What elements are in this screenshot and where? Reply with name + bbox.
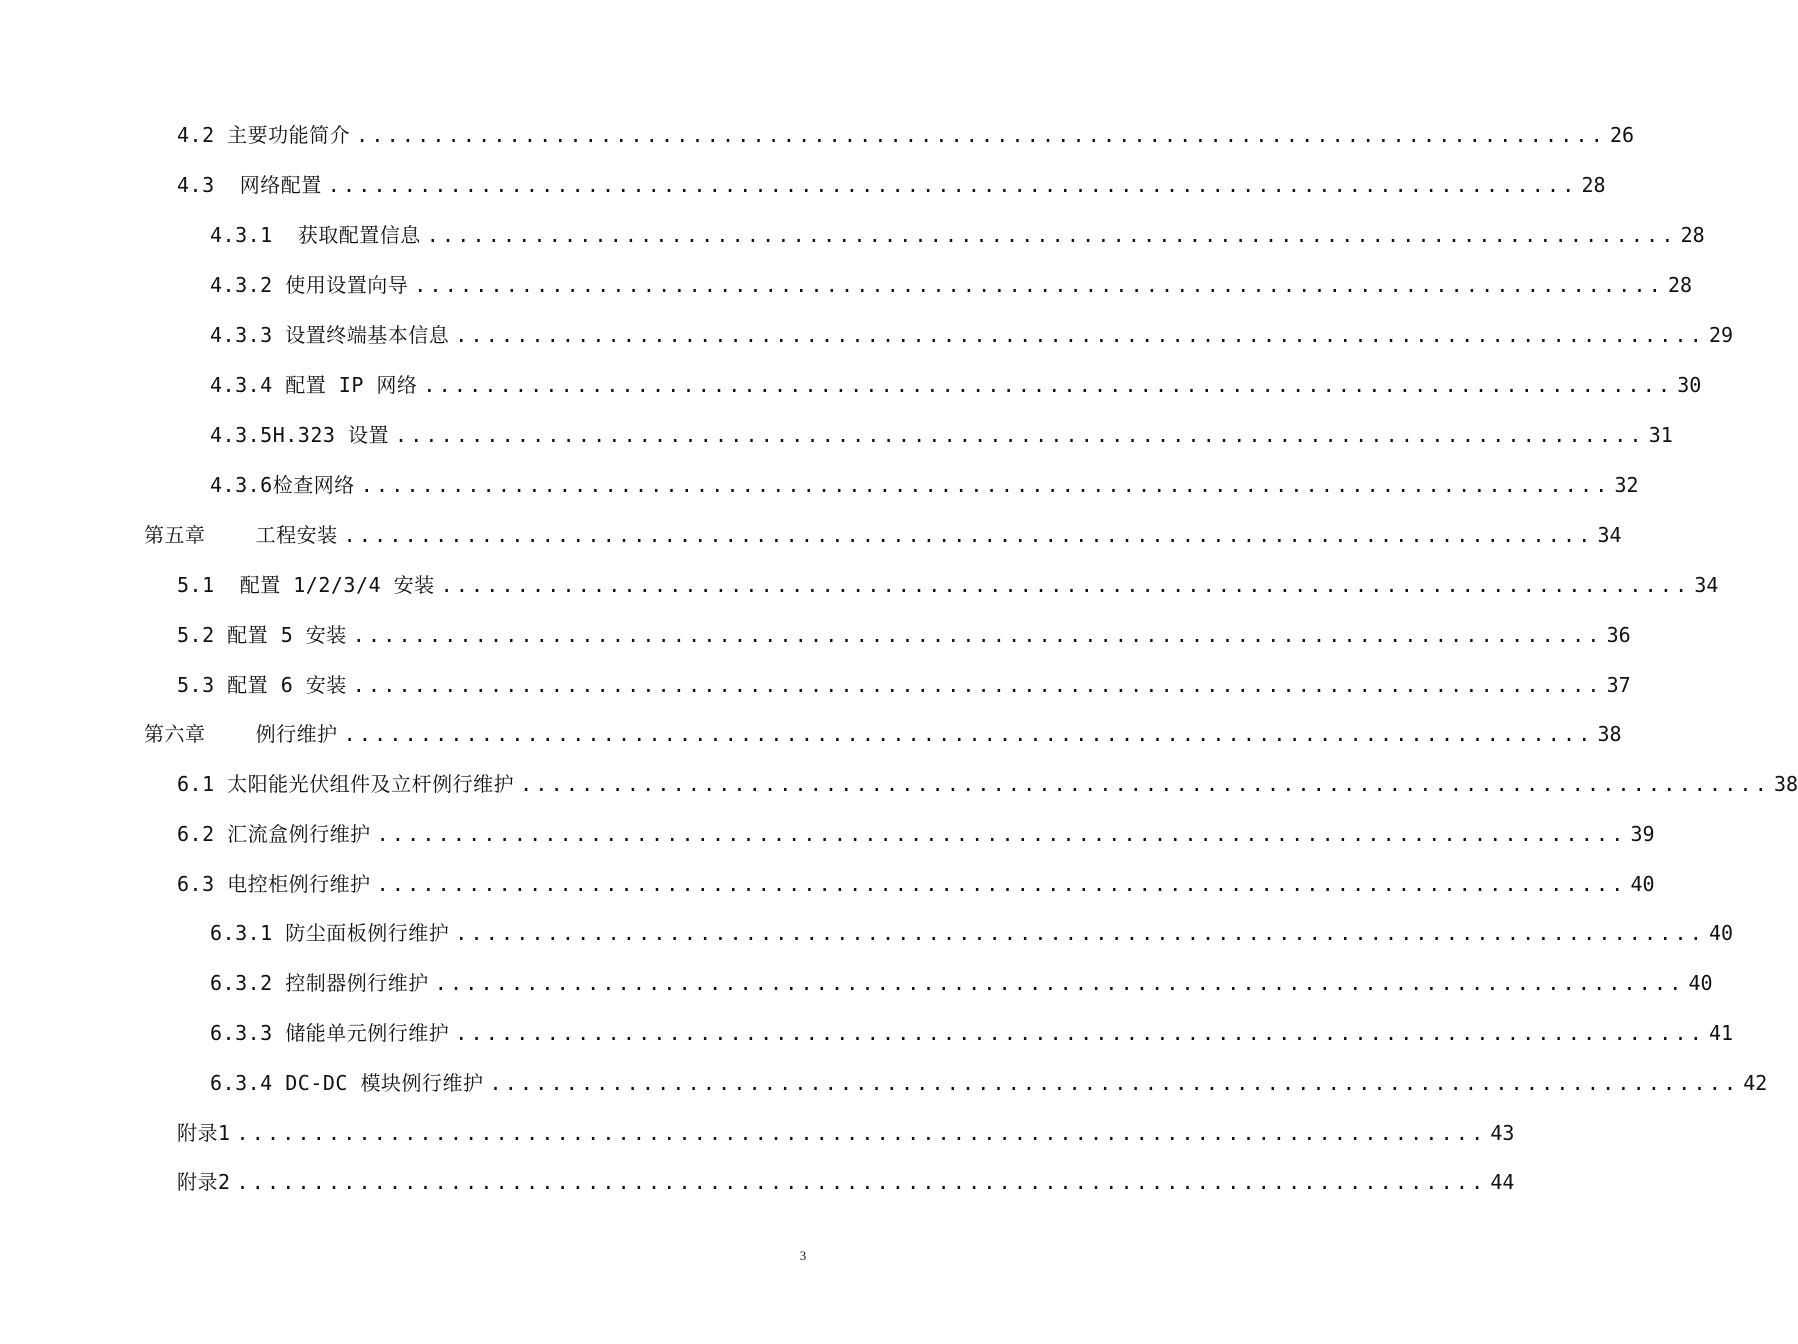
toc-entry[interactable] <box>177 669 1631 701</box>
toc-entry[interactable] <box>210 269 1693 301</box>
toc-entry-chapter[interactable] <box>144 519 1622 551</box>
toc-entry-page: 28 <box>1668 273 1693 297</box>
toc-entry-title: 5.3 配置 6 安装 <box>177 673 347 697</box>
toc-entry-page: 44 <box>1490 1170 1515 1194</box>
toc-entry-title: 4.3.6检查网络 <box>210 473 355 497</box>
toc-entry-title: 6.3.3 储能单元例行维护 <box>210 1021 450 1045</box>
toc-entry-page: 40 <box>1709 921 1734 945</box>
dot-leader: .................................................................................. <box>455 1021 1706 1045</box>
toc-entry-page: 32 <box>1614 473 1639 497</box>
dot-leader: .................................................................................. <box>236 1170 1487 1194</box>
dot-leader: .................................................................................. <box>327 173 1578 197</box>
toc-entry-page: 26 <box>1609 123 1635 147</box>
dot-leader: .................................................................................. <box>356 123 1606 147</box>
toc-entry-title: 4.3 网络配置 <box>177 173 322 197</box>
toc-entry-page: 37 <box>1606 673 1631 697</box>
toc-entry[interactable] <box>177 119 1635 151</box>
dot-leader: .................................................................................. <box>434 971 1685 995</box>
toc-entry[interactable] <box>177 569 1719 601</box>
dot-leader: .................................................................................. <box>489 1071 1740 1095</box>
dot-leader: .................................................................................. <box>455 921 1706 945</box>
dot-leader: .................................................................................. <box>394 423 1645 447</box>
toc-entry[interactable] <box>210 319 1734 351</box>
dot-leader: .................................................................................. <box>426 223 1677 247</box>
toc-entry-page: 40 <box>1688 971 1713 995</box>
toc-entry-title: 4.3.3 设置终端基本信息 <box>210 323 450 347</box>
toc-entry[interactable] <box>177 1117 1515 1149</box>
toc-entry-title: 5.1 配置 1/2/3/4 安装 <box>177 573 435 597</box>
toc-entry-page: 38 <box>1597 722 1622 746</box>
toc-entry-page: 41 <box>1709 1021 1734 1045</box>
dot-leader: .................................................................................. <box>360 473 1611 497</box>
toc-entry-title: 4.3.2 使用设置向导 <box>210 273 409 297</box>
toc-entry-page: 34 <box>1597 523 1622 547</box>
dot-leader: .................................................................................. <box>520 772 1770 796</box>
dot-leader: .................................................................................. <box>352 623 1603 647</box>
toc-entry[interactable] <box>210 419 1673 451</box>
toc-entry-chapter[interactable] <box>144 718 1622 750</box>
dot-leader: .................................................................................. <box>376 822 1627 846</box>
toc-entry-page: 28 <box>1680 223 1705 247</box>
toc-entry-page: 43 <box>1490 1121 1515 1145</box>
toc-entry-title: 6.3.2 控制器例行维护 <box>210 971 429 995</box>
toc-entry-page: 28 <box>1581 173 1606 197</box>
toc-entry[interactable] <box>210 219 1705 251</box>
toc-entry-page: 39 <box>1630 822 1655 846</box>
toc-entry-title: 附录1 <box>177 1121 231 1145</box>
toc-entry-title: 第六章 例行维护 <box>144 722 338 746</box>
dot-leader: .................................................................................. <box>236 1121 1487 1145</box>
toc-entry-page: 34 <box>1694 573 1719 597</box>
toc-entry[interactable] <box>210 1017 1734 1049</box>
toc-entry-title: 4.3.1 获取配置信息 <box>210 223 421 247</box>
toc-entry-title: 6.3 电控柜例行维护 <box>177 872 371 896</box>
toc-entry-page: 30 <box>1677 373 1702 397</box>
toc-entry-title: 6.3.1 防尘面板例行维护 <box>210 921 450 945</box>
toc-entry[interactable] <box>177 868 1655 900</box>
toc-entry[interactable] <box>210 469 1639 501</box>
dot-leader: .................................................................................. <box>343 722 1594 746</box>
toc-entry-page: 42 <box>1743 1071 1768 1095</box>
toc-entry[interactable] <box>210 1067 1768 1099</box>
toc-entry[interactable] <box>210 967 1713 999</box>
toc-entry-title: 4.2 主要功能简介 <box>177 123 351 147</box>
toc-entry[interactable] <box>210 917 1734 949</box>
toc-entry-title: 6.2 汇流盒例行维护 <box>177 822 371 846</box>
toc-entry[interactable] <box>177 169 1606 201</box>
toc-entry-page: 36 <box>1606 623 1631 647</box>
dot-leader: .................................................................................. <box>455 323 1706 347</box>
toc-entry-page: 29 <box>1709 323 1734 347</box>
toc-entry[interactable] <box>177 768 1798 800</box>
toc-entry[interactable] <box>177 818 1655 850</box>
page-number: 3 <box>799 1248 807 1263</box>
toc-entry-title: 6.1 太阳能光伏组件及立杆例行维护 <box>177 772 515 796</box>
dot-leader: .................................................................................. <box>343 523 1594 547</box>
toc-entry[interactable] <box>177 619 1631 651</box>
toc-entry-page: 40 <box>1630 872 1655 896</box>
dot-leader: .................................................................................. <box>352 673 1603 697</box>
toc-entry-title: 4.3.4 配置 IP 网络 <box>210 373 418 397</box>
toc-entry-title: 附录2 <box>177 1170 231 1194</box>
dot-leader: .................................................................................. <box>376 872 1627 896</box>
toc-entry[interactable] <box>210 369 1702 401</box>
dot-leader: .................................................................................. <box>414 273 1665 297</box>
toc-entry[interactable] <box>177 1166 1515 1198</box>
toc-entry-page: 31 <box>1648 423 1673 447</box>
dot-leader: .................................................................................. <box>440 573 1691 597</box>
dot-leader: .................................................................................. <box>423 373 1674 397</box>
toc-entry-title: 第五章 工程安装 <box>144 523 338 547</box>
toc-entry-page: 38 <box>1773 772 1798 796</box>
toc-entry-title: 4.3.5H.323 设置 <box>210 423 389 447</box>
toc-entry-title: 5.2 配置 5 安装 <box>177 623 347 647</box>
toc-entry-title: 6.3.4 DC-DC 模块例行维护 <box>210 1071 484 1095</box>
